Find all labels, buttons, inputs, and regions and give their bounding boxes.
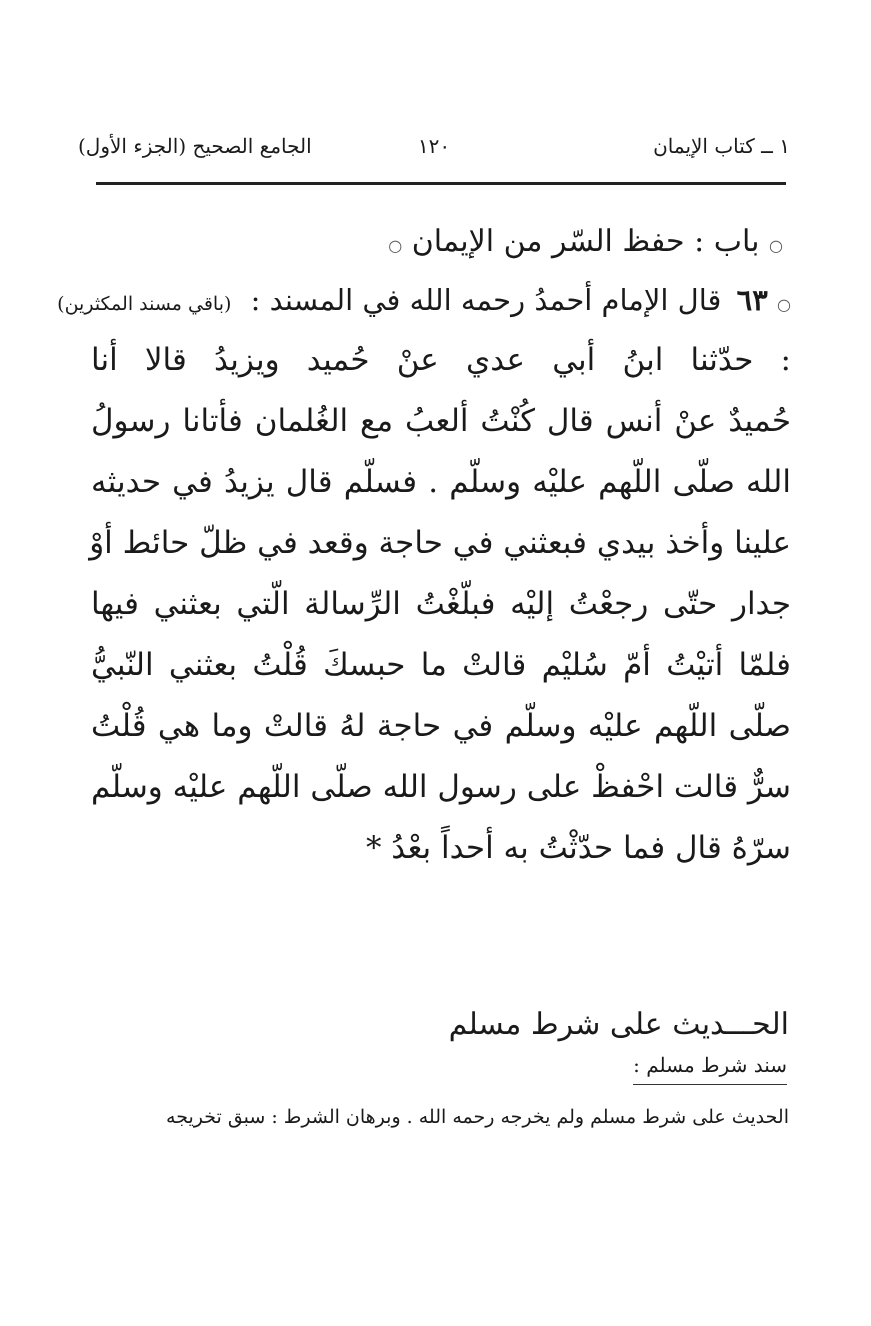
hadith-text-line: الله صلّى اللّهم عليْه وسلّم . فسلّم قال يزيدُ في حديثه	[91, 464, 791, 500]
bab-title-text: باب : حفظ السّر من الإيمان	[411, 224, 760, 259]
hadith-text-line: : حدّثنا ابنُ أبي عدي عنْ حُميد ويزيدُ قالا أنا	[91, 342, 791, 378]
hadith-grading: الحـــديث على شرط مسلم	[448, 1007, 789, 1042]
ring-marker-icon: ○	[769, 236, 783, 255]
chapter-title: ١ ــ كتاب الإيمان	[653, 134, 790, 158]
footnote: الحديث على شرط مسلم ولم يخرجه رحمه الله . وبرهان الشرط : سبق تخريجه	[166, 1106, 789, 1128]
hadith-text-line: حُميدٌ عنْ أنس قال كُنْتُ ألعبُ مع الغُلمان فأتانا رسولُ	[91, 403, 791, 439]
hadith-number: ٦٣	[736, 283, 768, 317]
sanad-heading: سند شرط مسلم :	[633, 1048, 787, 1085]
hadith-text-line: جدار حتّى رجعْتُ إليْه فبلّغْتُ الرِّسالة الّتي بعثني فيها	[91, 586, 791, 622]
page-number: ١٢٠	[417, 134, 451, 158]
ring-marker-icon: ○	[777, 295, 791, 314]
book-title: الجامع الصحيح (الجزء الأول)	[78, 134, 312, 158]
header-divider	[96, 182, 786, 185]
hadith-text-line: فلمّا أتيْتُ أمّ سُليْم قالتْ ما حبسكَ قُلْتُ بعثني النّبيُّ	[91, 647, 791, 683]
hadith-text-line: سرّهُ قال فما حدّثْتُ به أحداً بعْدُ *	[365, 830, 791, 866]
hadith-intro: قال الإمام أحمدُ رحمه الله في المسند :	[250, 283, 722, 317]
hadith-intro-line	[57, 270, 791, 330]
ring-marker-icon: ○	[388, 236, 403, 255]
source-note: (باقي مسند المكثرين)	[57, 293, 232, 315]
running-header	[78, 130, 790, 170]
hadith-text-line: صلّى اللّهم عليْه وسلّم في حاجة لهُ قالتْ وما هي قُلْتُ	[91, 708, 791, 744]
hadith-text-line: علينا وأخذ بيدي فبعثني في حاجة وقعد في ظلّ حائط أوْ	[89, 525, 791, 561]
bab-heading	[91, 214, 791, 270]
main-text	[57, 214, 791, 879]
hadith-text-line: سرٌّ قالت احْفظْ على رسول الله صلّى اللّهم عليْه وسلّم	[90, 769, 791, 805]
